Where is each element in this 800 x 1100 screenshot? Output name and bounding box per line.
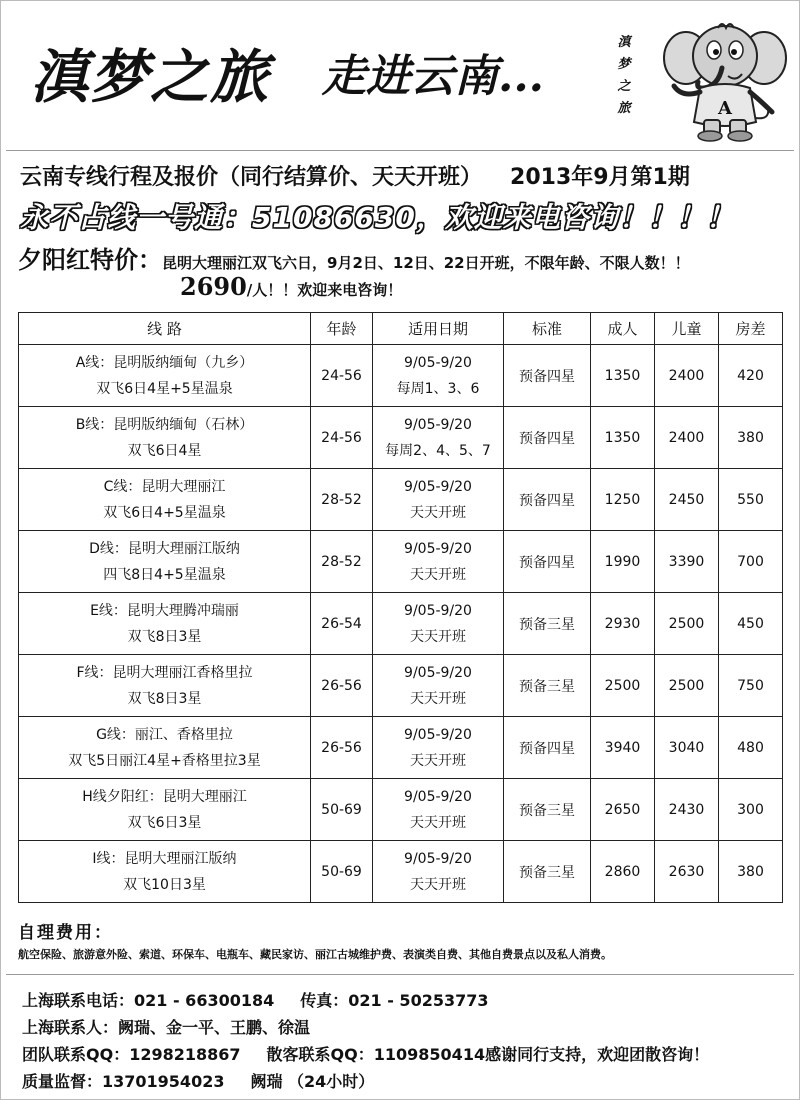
cell-room-diff: 700	[719, 531, 783, 593]
cell-child: 2630	[655, 841, 719, 903]
cell-adult: 1990	[591, 531, 655, 593]
cell-dates: 9/05-9/20 天天开班	[373, 593, 504, 655]
cell-child: 2450	[655, 469, 719, 531]
slogan: 走进云南...	[322, 51, 544, 102]
cell-child: 2400	[655, 345, 719, 407]
cell-standard: 预备三星	[504, 593, 591, 655]
cell-dates: 9/05-9/20 天天开班	[373, 531, 504, 593]
issue-number: 2013年9月第1期	[510, 165, 690, 190]
cell-adult: 1250	[591, 469, 655, 531]
supervision-phone: 质量监督：13701954023	[22, 1072, 225, 1091]
self-pay-title: 自理费用：	[18, 923, 113, 943]
cell-adult: 2650	[591, 779, 655, 841]
cell-standard: 预备四星	[504, 345, 591, 407]
cell-adult: 3940	[591, 717, 655, 779]
headline-row	[20, 160, 690, 191]
special-price-row	[180, 272, 402, 301]
footer-divider	[6, 974, 794, 975]
cell-dates: 9/05-9/20 天天开班	[373, 469, 504, 531]
table-row	[19, 779, 783, 841]
mascot-badge: A	[718, 98, 732, 119]
cell-dates: 9/05-9/20 每周1、3、6	[373, 345, 504, 407]
cell-child: 2500	[655, 655, 719, 717]
header-dates: 适用日期	[373, 313, 504, 345]
cell-dates: 9/05-9/20 天天开班	[373, 841, 504, 903]
cell-standard: 预备三星	[504, 779, 591, 841]
cell-age: 26-56	[311, 717, 373, 779]
cell-route: I线：昆明大理丽江版纳 双飞10日3星	[19, 841, 311, 903]
cell-route: C线：昆明大理丽江 双飞6日4+5星温泉	[19, 469, 311, 531]
header-standard: 标准	[504, 313, 591, 345]
table-header-row	[19, 313, 783, 345]
self-pay-items: 航空保险、旅游意外险、索道、环保车、电瓶车、藏民家访、丽江古城维护费、表演类自费、其他自费景点以及私人消费。	[18, 948, 612, 961]
table-row	[19, 841, 783, 903]
cell-age: 24-56	[311, 407, 373, 469]
cell-adult: 2500	[591, 655, 655, 717]
vertical-logo-char: 梦	[617, 57, 631, 72]
supervision-row	[22, 1069, 374, 1092]
cell-dates: 9/05-9/20 天天开班	[373, 717, 504, 779]
cell-adult: 1350	[591, 345, 655, 407]
headline: 云南专线行程及报价（同行结算价、天天开班）	[20, 165, 483, 190]
vertical-logo-char: 旅	[617, 101, 631, 116]
cell-route: F线：昆明大理丽江香格里拉 双飞8日3星	[19, 655, 311, 717]
cell-child: 2500	[655, 593, 719, 655]
cell-child: 3390	[655, 531, 719, 593]
special-price-suffix: /人！！欢迎来电咨询！	[246, 281, 403, 299]
cell-dates: 9/05-9/20 天天开班	[373, 779, 504, 841]
contact-phone: 上海联系电话：021 - 66300184	[22, 991, 275, 1010]
table-row	[19, 345, 783, 407]
header-banner	[0, 0, 800, 148]
cell-age: 28-52	[311, 469, 373, 531]
contact-phone-row	[22, 988, 489, 1011]
cell-room-diff: 750	[719, 655, 783, 717]
elephant-mascot-icon	[660, 18, 790, 144]
cell-standard: 预备四星	[504, 469, 591, 531]
special-offer-row	[18, 240, 690, 275]
cell-route: D线：昆明大理丽江版纳 四飞8日4+5星温泉	[19, 531, 311, 593]
header-route: 线 路	[19, 313, 311, 345]
header-child: 儿童	[655, 313, 719, 345]
cell-age: 28-52	[311, 531, 373, 593]
contact-qq-row	[22, 1042, 709, 1065]
cell-standard: 预备四星	[504, 531, 591, 593]
route-price-table	[18, 312, 783, 903]
contact-fax: 传真：021 - 50253773	[300, 991, 489, 1010]
cell-room-diff: 450	[719, 593, 783, 655]
cell-room-diff: 380	[719, 841, 783, 903]
table-row	[19, 593, 783, 655]
contact-people: 上海联系人：阙瑞、金一平、王鹏、徐温	[22, 1018, 311, 1037]
table-row	[19, 469, 783, 531]
cell-route: H线夕阳红：昆明大理丽江 双飞6日3星	[19, 779, 311, 841]
vertical-brand-logo	[614, 32, 634, 120]
cell-age: 50-69	[311, 779, 373, 841]
cell-adult: 1350	[591, 407, 655, 469]
special-offer-label: 夕阳红特价：	[18, 246, 162, 274]
vertical-logo-char: 滇	[617, 35, 631, 50]
cell-route: E线：昆明大理腾冲瑞丽 双飞8日3星	[19, 593, 311, 655]
cell-child: 2430	[655, 779, 719, 841]
individual-qq: 散客联系QQ：1109850414感谢同行支持，欢迎团散咨询！	[266, 1045, 710, 1064]
header-room-diff: 房差	[719, 313, 783, 345]
table-row	[19, 655, 783, 717]
cell-route: B线：昆明版纳缅甸（石林） 双飞6日4星	[19, 407, 311, 469]
cell-age: 24-56	[311, 345, 373, 407]
cell-adult: 2930	[591, 593, 655, 655]
special-price: 2690	[180, 272, 247, 301]
cell-age: 50-69	[311, 841, 373, 903]
cell-dates: 9/05-9/20 每周2、4、5、7	[373, 407, 504, 469]
cell-room-diff: 550	[719, 469, 783, 531]
group-qq: 团队联系QQ：1298218867	[22, 1045, 241, 1064]
supervisor-name: 阙瑞 （24小时）	[250, 1072, 375, 1091]
cell-standard: 预备四星	[504, 407, 591, 469]
header-age: 年龄	[311, 313, 373, 345]
cell-room-diff: 380	[719, 407, 783, 469]
cell-route: G线：丽江、香格里拉 双飞5日丽江4星+香格里拉3星	[19, 717, 311, 779]
vertical-logo-char: 之	[617, 79, 631, 94]
header-adult: 成人	[591, 313, 655, 345]
hotline-banner: 永不占线一号通：51086630，欢迎来电咨询！！！！	[20, 201, 735, 234]
cell-child: 2400	[655, 407, 719, 469]
cell-route: A线：昆明版纳缅甸（九乡） 双飞6日4星+5星温泉	[19, 345, 311, 407]
cell-room-diff: 480	[719, 717, 783, 779]
cell-age: 26-54	[311, 593, 373, 655]
cell-standard: 预备三星	[504, 655, 591, 717]
table-row	[19, 717, 783, 779]
cell-standard: 预备四星	[504, 717, 591, 779]
cell-adult: 2860	[591, 841, 655, 903]
cell-dates: 9/05-9/20 天天开班	[373, 655, 504, 717]
cell-child: 3040	[655, 717, 719, 779]
brand-title: 滇梦之旅	[30, 43, 271, 111]
cell-room-diff: 300	[719, 779, 783, 841]
table-row	[19, 531, 783, 593]
cell-room-diff: 420	[719, 345, 783, 407]
table-row	[19, 407, 783, 469]
special-offer-text: 昆明大理丽江双飞六日，9月2日、12日、22日开班，不限年龄、不限人数！！	[162, 254, 690, 272]
cell-standard: 预备三星	[504, 841, 591, 903]
cell-age: 26-56	[311, 655, 373, 717]
header-divider	[6, 150, 794, 151]
